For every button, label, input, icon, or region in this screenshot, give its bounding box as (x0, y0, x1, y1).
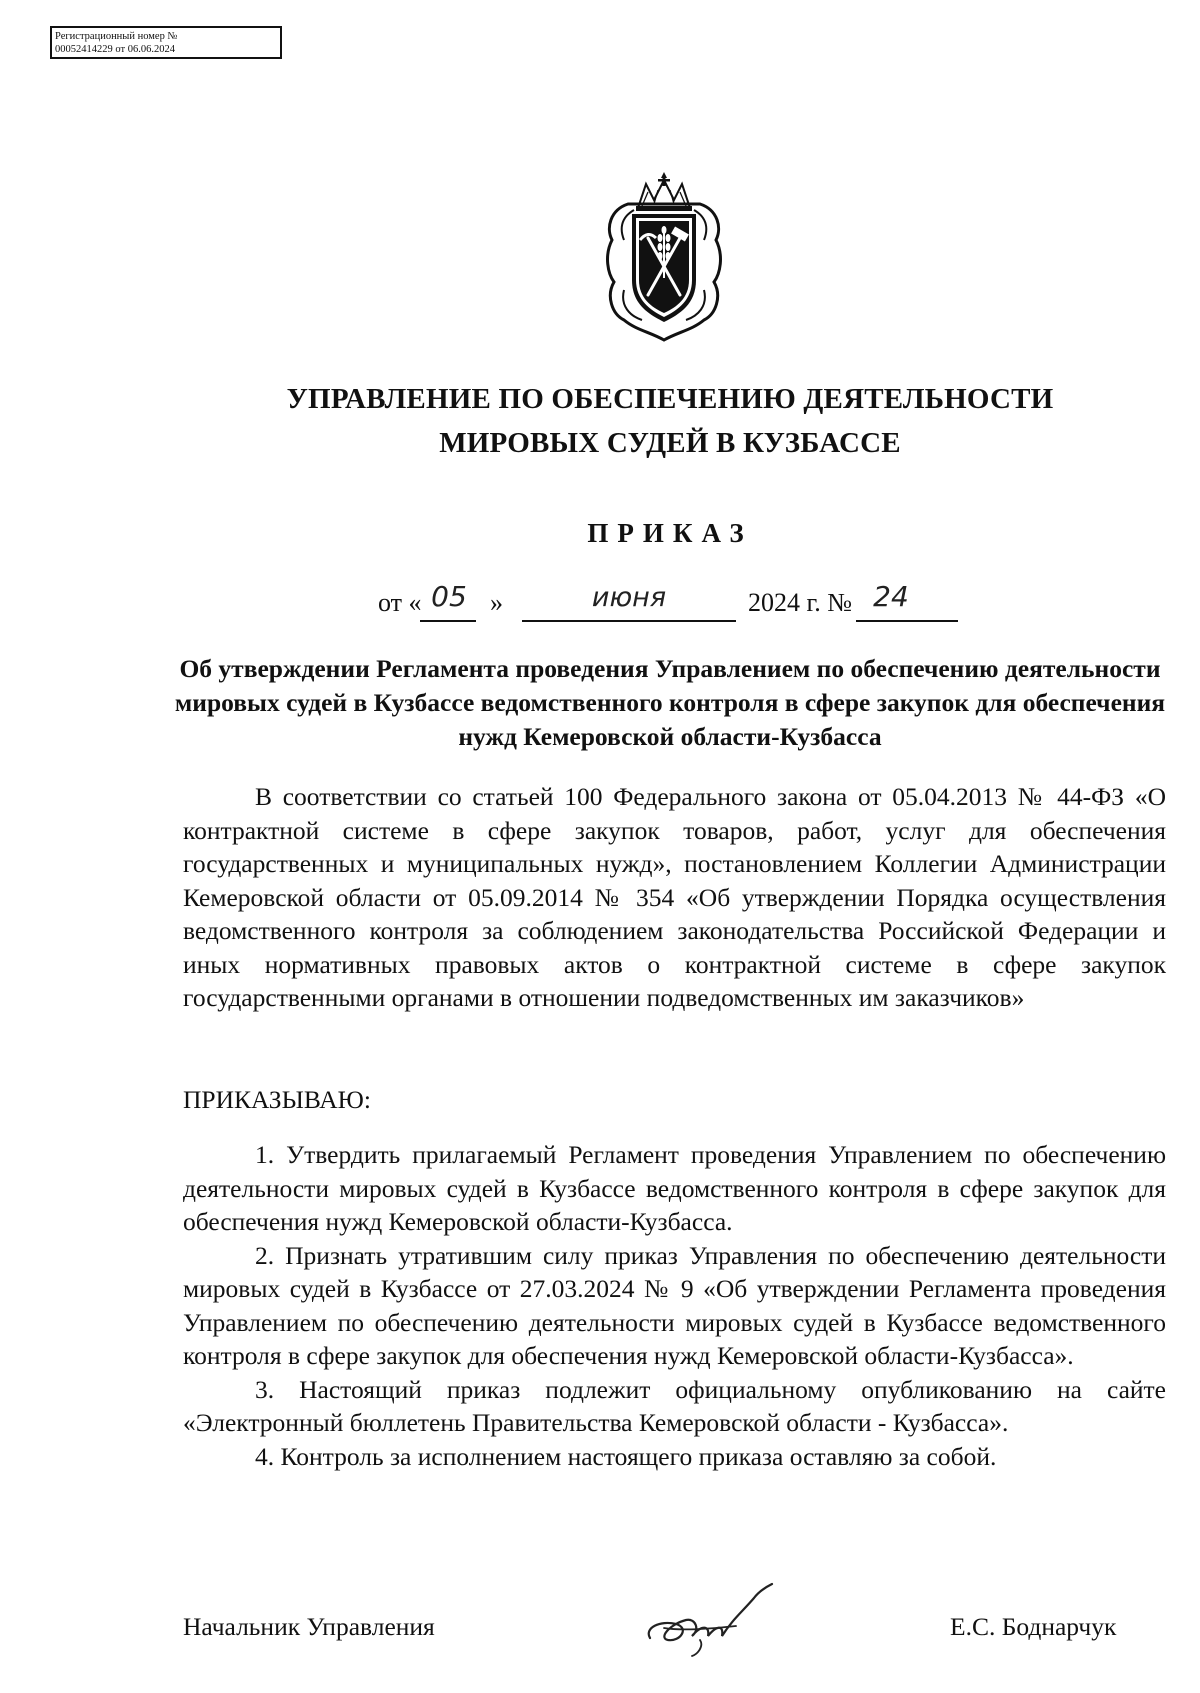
coat-of-arms-icon (598, 170, 730, 344)
date-quote-close: » (490, 588, 503, 617)
order-number: 24 (873, 580, 909, 613)
order-date-line (0, 580, 1200, 630)
order-item-3: 3. Настоящий приказ подлежит официальному опубликованию на сайте «Электронный бюллетень Правительства Кемеровской области - Кузбасса». (183, 1374, 1166, 1437)
date-year: 2024 г. № (748, 588, 853, 617)
registration-label: Регистрационный номер № (55, 31, 178, 42)
registration-stamp (50, 26, 282, 59)
handwritten-signature-icon (640, 1580, 790, 1660)
date-day: 05 (431, 580, 467, 613)
order-item-4: 4. Контроль за исполнением настоящего приказа оставляю за собой. (255, 1441, 997, 1471)
order-item-2: 2. Признать утратившим силу приказ Управления по обеспечению деятельности мировых судей в Кузбассе от 27.03.2024 № 9 «Об утверждении Регламента проведения Управлением по обеспечению деятельности мировых судей в Кузбассе ведомственного контроля в сфере закупок для обеспечения нужд Кемеровской области-Кузбасса». (183, 1240, 1166, 1370)
order-subject: Об утверждении Регламента проведения Управлением по обеспечению деятельности мировых судей в Кузбассе ведомственного контроля в сфере закупок для обеспечения нужд Кемеровской области-Кузбасса (174, 654, 1166, 751)
document-title: ПРИКАЗ (587, 518, 753, 548)
organization-name-line-1: УПРАВЛЕНИЕ ПО ОБЕСПЕЧЕНИЮ ДЕЯТЕЛЬНОСТИ (286, 383, 1054, 415)
date-month: июня (591, 582, 667, 613)
signatory-position: Начальник Управления (183, 1612, 435, 1641)
signatory-name: Е.С. Боднарчук (950, 1612, 1117, 1641)
directive-heading: ПРИКАЗЫВАЮ: (183, 1085, 371, 1114)
date-prefix: от « (378, 588, 422, 617)
preamble-paragraph: В соответствии со статьей 100 Федерального закона от 05.04.2013 № 44-ФЗ «О контрактной системе в сфере закупок товаров, работ, услуг для обеспечения государственных и муниципальных нужд», постановлением Коллегии Администрации Кемеровской области от 05.09.2014 № 354 «Об утверждении Порядка осуществления ведомственного контроля за соблюдением законодательства Российской Федерации и иных нормативных правовых актов о контрактной системе в сфере закупок государственными органами в отношении подведомственных им заказчиков» (183, 782, 1166, 1012)
registration-number: 00052414229 от 06.06.2024 (55, 44, 175, 55)
order-items-list (183, 1138, 1166, 1473)
order-item-1: 1. Утвердить прилагаемый Регламент проведения Управлением по обеспечению деятельности мировых судей в Кузбассе ведомственного контроля в сфере закупок для обеспечения нужд Кемеровской области-Кузбасса. (183, 1140, 1166, 1236)
organization-name-line-2: МИРОВЫХ СУДЕЙ В КУЗБАССЕ (439, 427, 901, 459)
